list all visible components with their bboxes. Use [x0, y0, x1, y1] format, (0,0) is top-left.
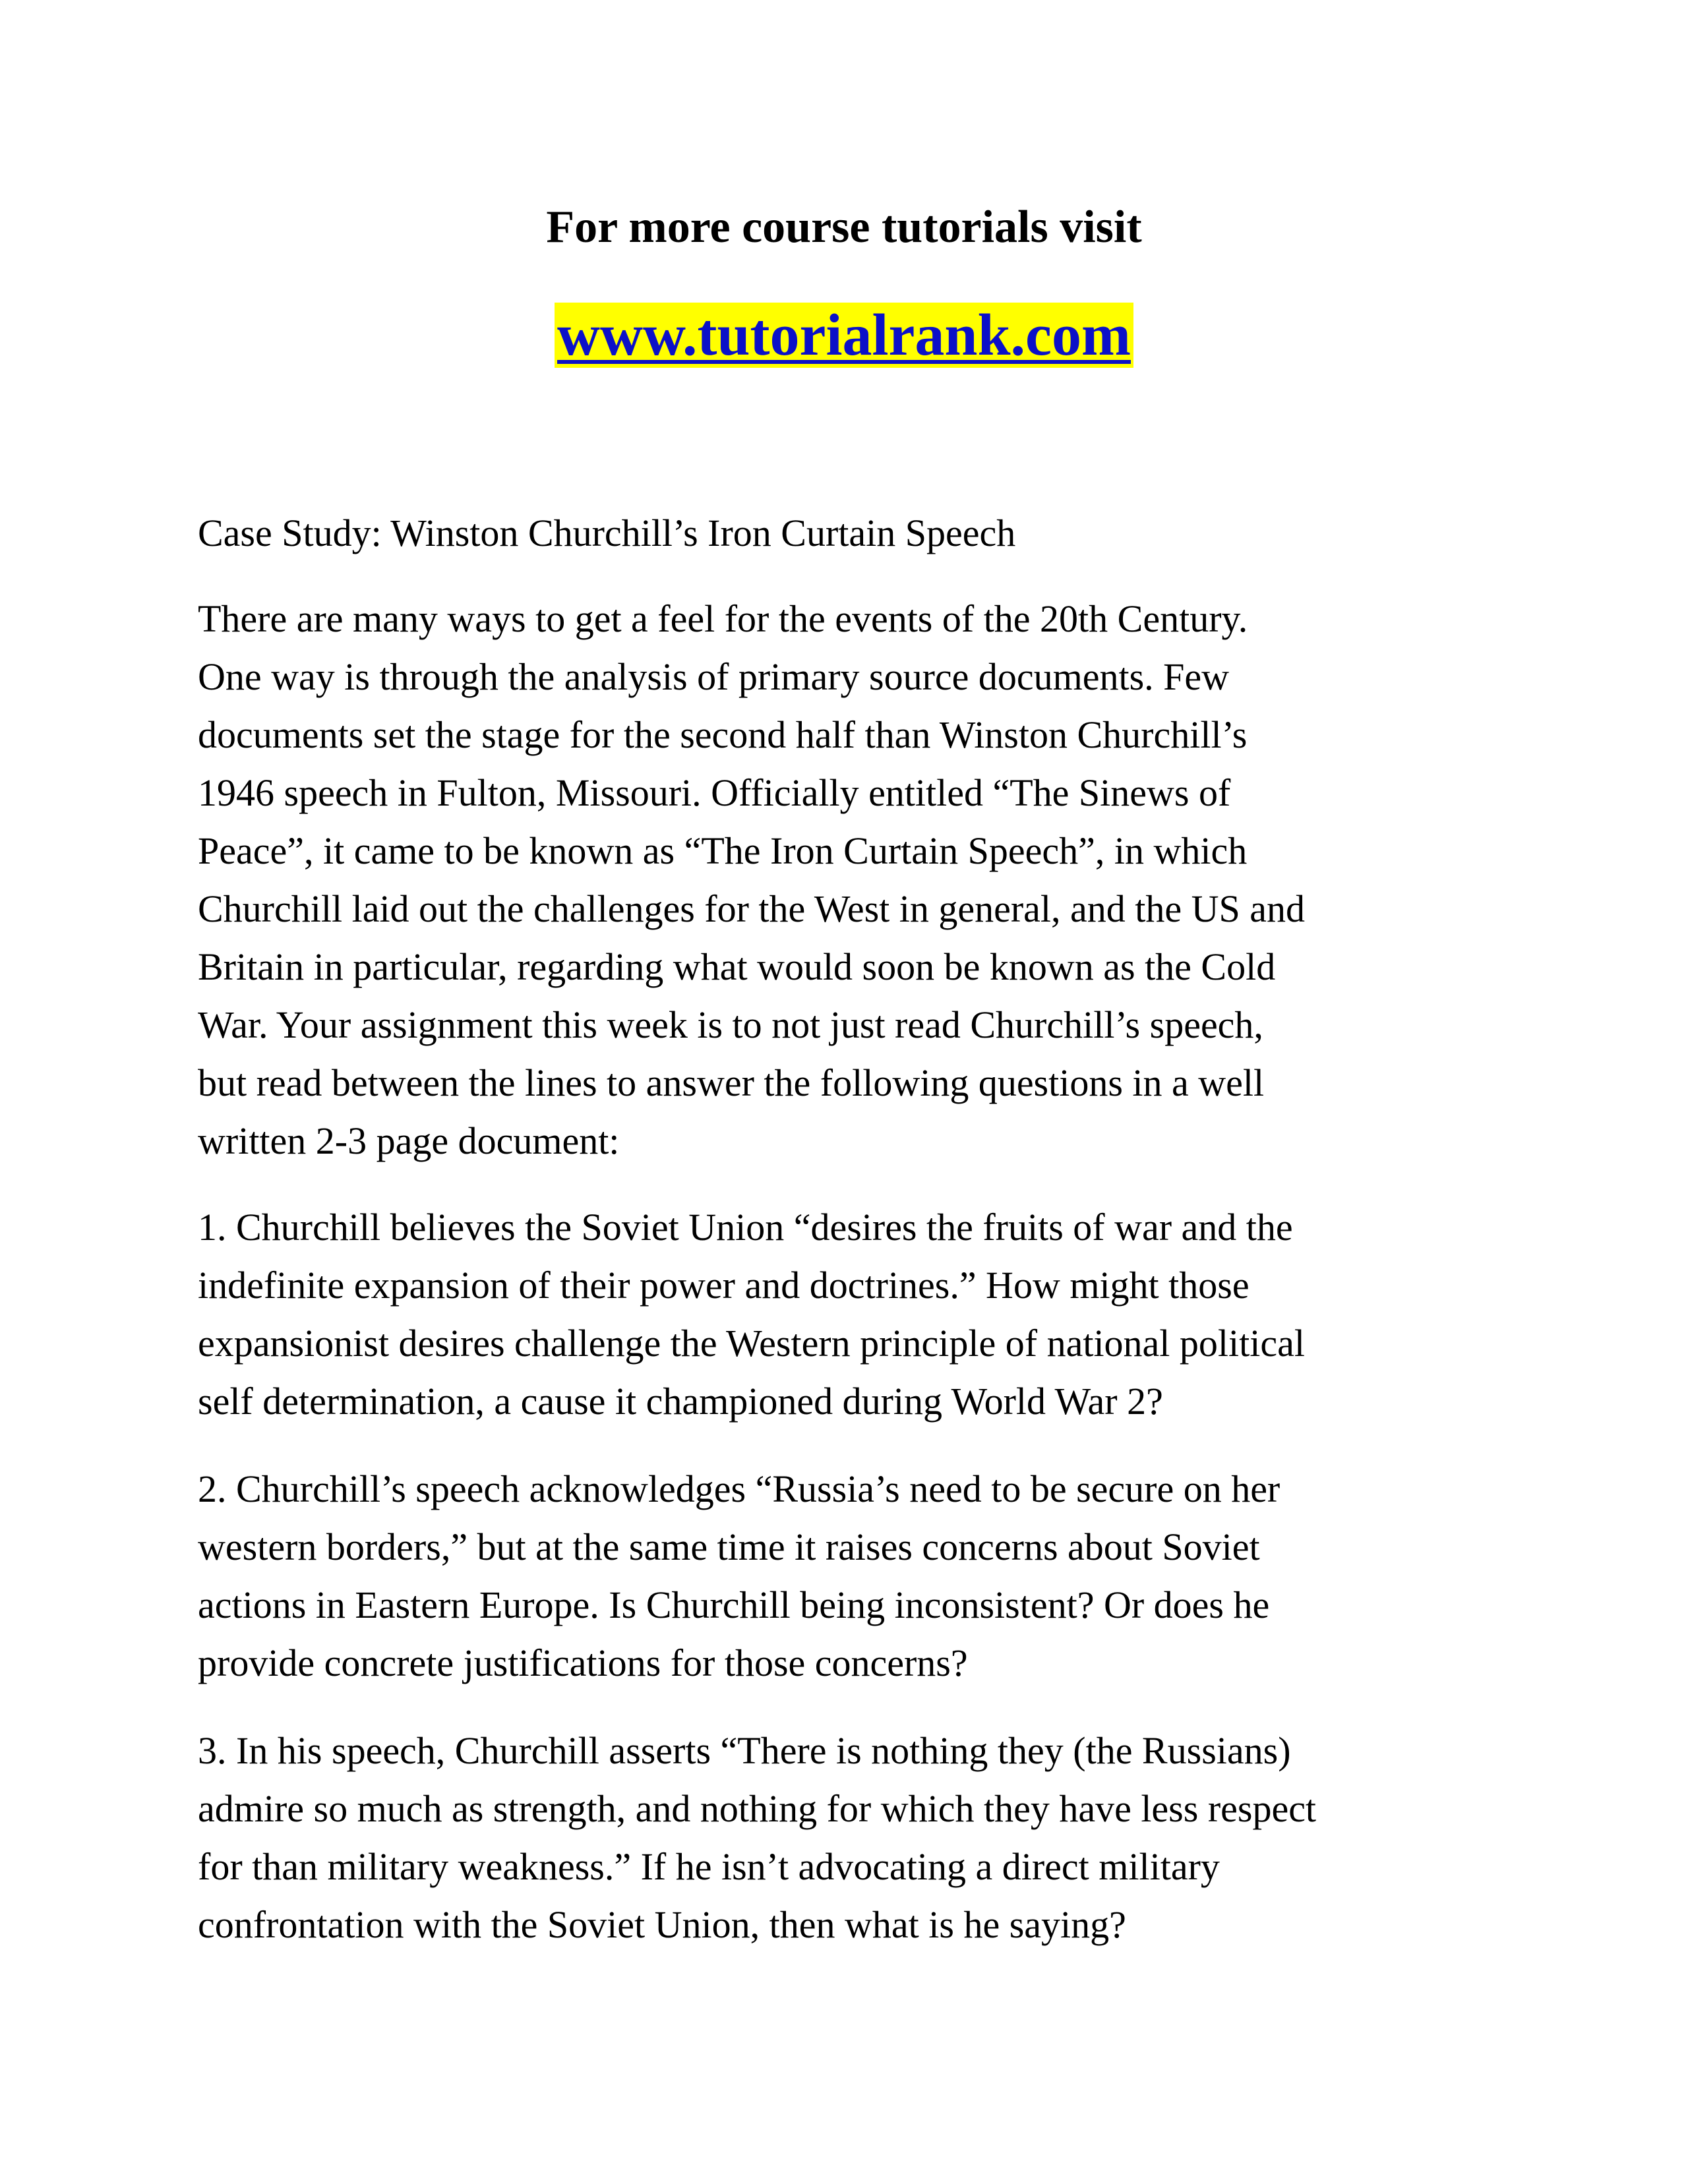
intro-line: documents set the stage for the second half than Winston Churchill’s	[198, 713, 1248, 756]
question-1-line: 1. Churchill believes the Soviet Union “desires the fruits of war and the	[198, 1206, 1293, 1249]
question-1-line: indefinite expansion of their power and doctrines.” How might those	[198, 1264, 1250, 1307]
intro-line: There are many ways to get a feel for the events of the 20th Century.	[198, 597, 1248, 640]
question-2	[198, 1460, 1530, 1692]
intro-line: War. Your assignment this week is to not just read Churchill’s speech,	[198, 1003, 1263, 1046]
question-2-line: provide concrete justifications for those concerns?	[198, 1641, 968, 1684]
question-3-line: admire so much as strength, and nothing for which they have less respect	[198, 1787, 1317, 1830]
question-1	[198, 1198, 1530, 1431]
question-2-line: western borders,” but at the same time it raises concerns about Soviet	[198, 1525, 1260, 1568]
question-3	[198, 1722, 1530, 1954]
question-3-line: 3. In his speech, Churchill asserts “There is nothing they (the Russians)	[198, 1729, 1291, 1772]
question-1-line: expansionist desires challenge the Western principle of national political	[198, 1322, 1305, 1365]
intro-line: Britain in particular, regarding what would soon be known as the Cold	[198, 945, 1276, 988]
question-3-line: for than military weakness.” If he isn’t advocating a direct military	[198, 1845, 1220, 1888]
intro-line: written 2-3 page document:	[198, 1119, 620, 1162]
tutorial-website-link[interactable]: www.tutorialrank.com	[555, 303, 1133, 368]
intro-paragraph	[198, 590, 1530, 1170]
question-1-line: self determination, a cause it championed during World War 2?	[198, 1380, 1163, 1423]
question-2-line: 2. Churchill’s speech acknowledges “Russia’s need to be secure on her	[198, 1467, 1281, 1510]
header-link-container	[0, 299, 1688, 372]
question-2-line: actions in Eastern Europe. Is Churchill being inconsistent? Or does he	[198, 1583, 1270, 1626]
question-3-line: confrontation with the Soviet Union, then what is he saying?	[198, 1903, 1126, 1946]
header-title: For more course tutorials visit	[546, 202, 1142, 252]
intro-line: One way is through the analysis of primary source documents. Few	[198, 655, 1230, 698]
intro-line: Churchill laid out the challenges for the West in general, and the US and	[198, 887, 1306, 930]
case-study-title-block	[198, 504, 1530, 562]
intro-line: but read between the lines to answer the following questions in a well	[198, 1061, 1265, 1104]
case-study-title: Case Study: Winston Churchill’s Iron Curtain Speech	[198, 512, 1016, 554]
intro-line: Peace”, it came to be known as “The Iron Curtain Speech”, in which	[198, 829, 1248, 872]
intro-line: 1946 speech in Fulton, Missouri. Officially entitled “The Sinews of	[198, 771, 1231, 814]
